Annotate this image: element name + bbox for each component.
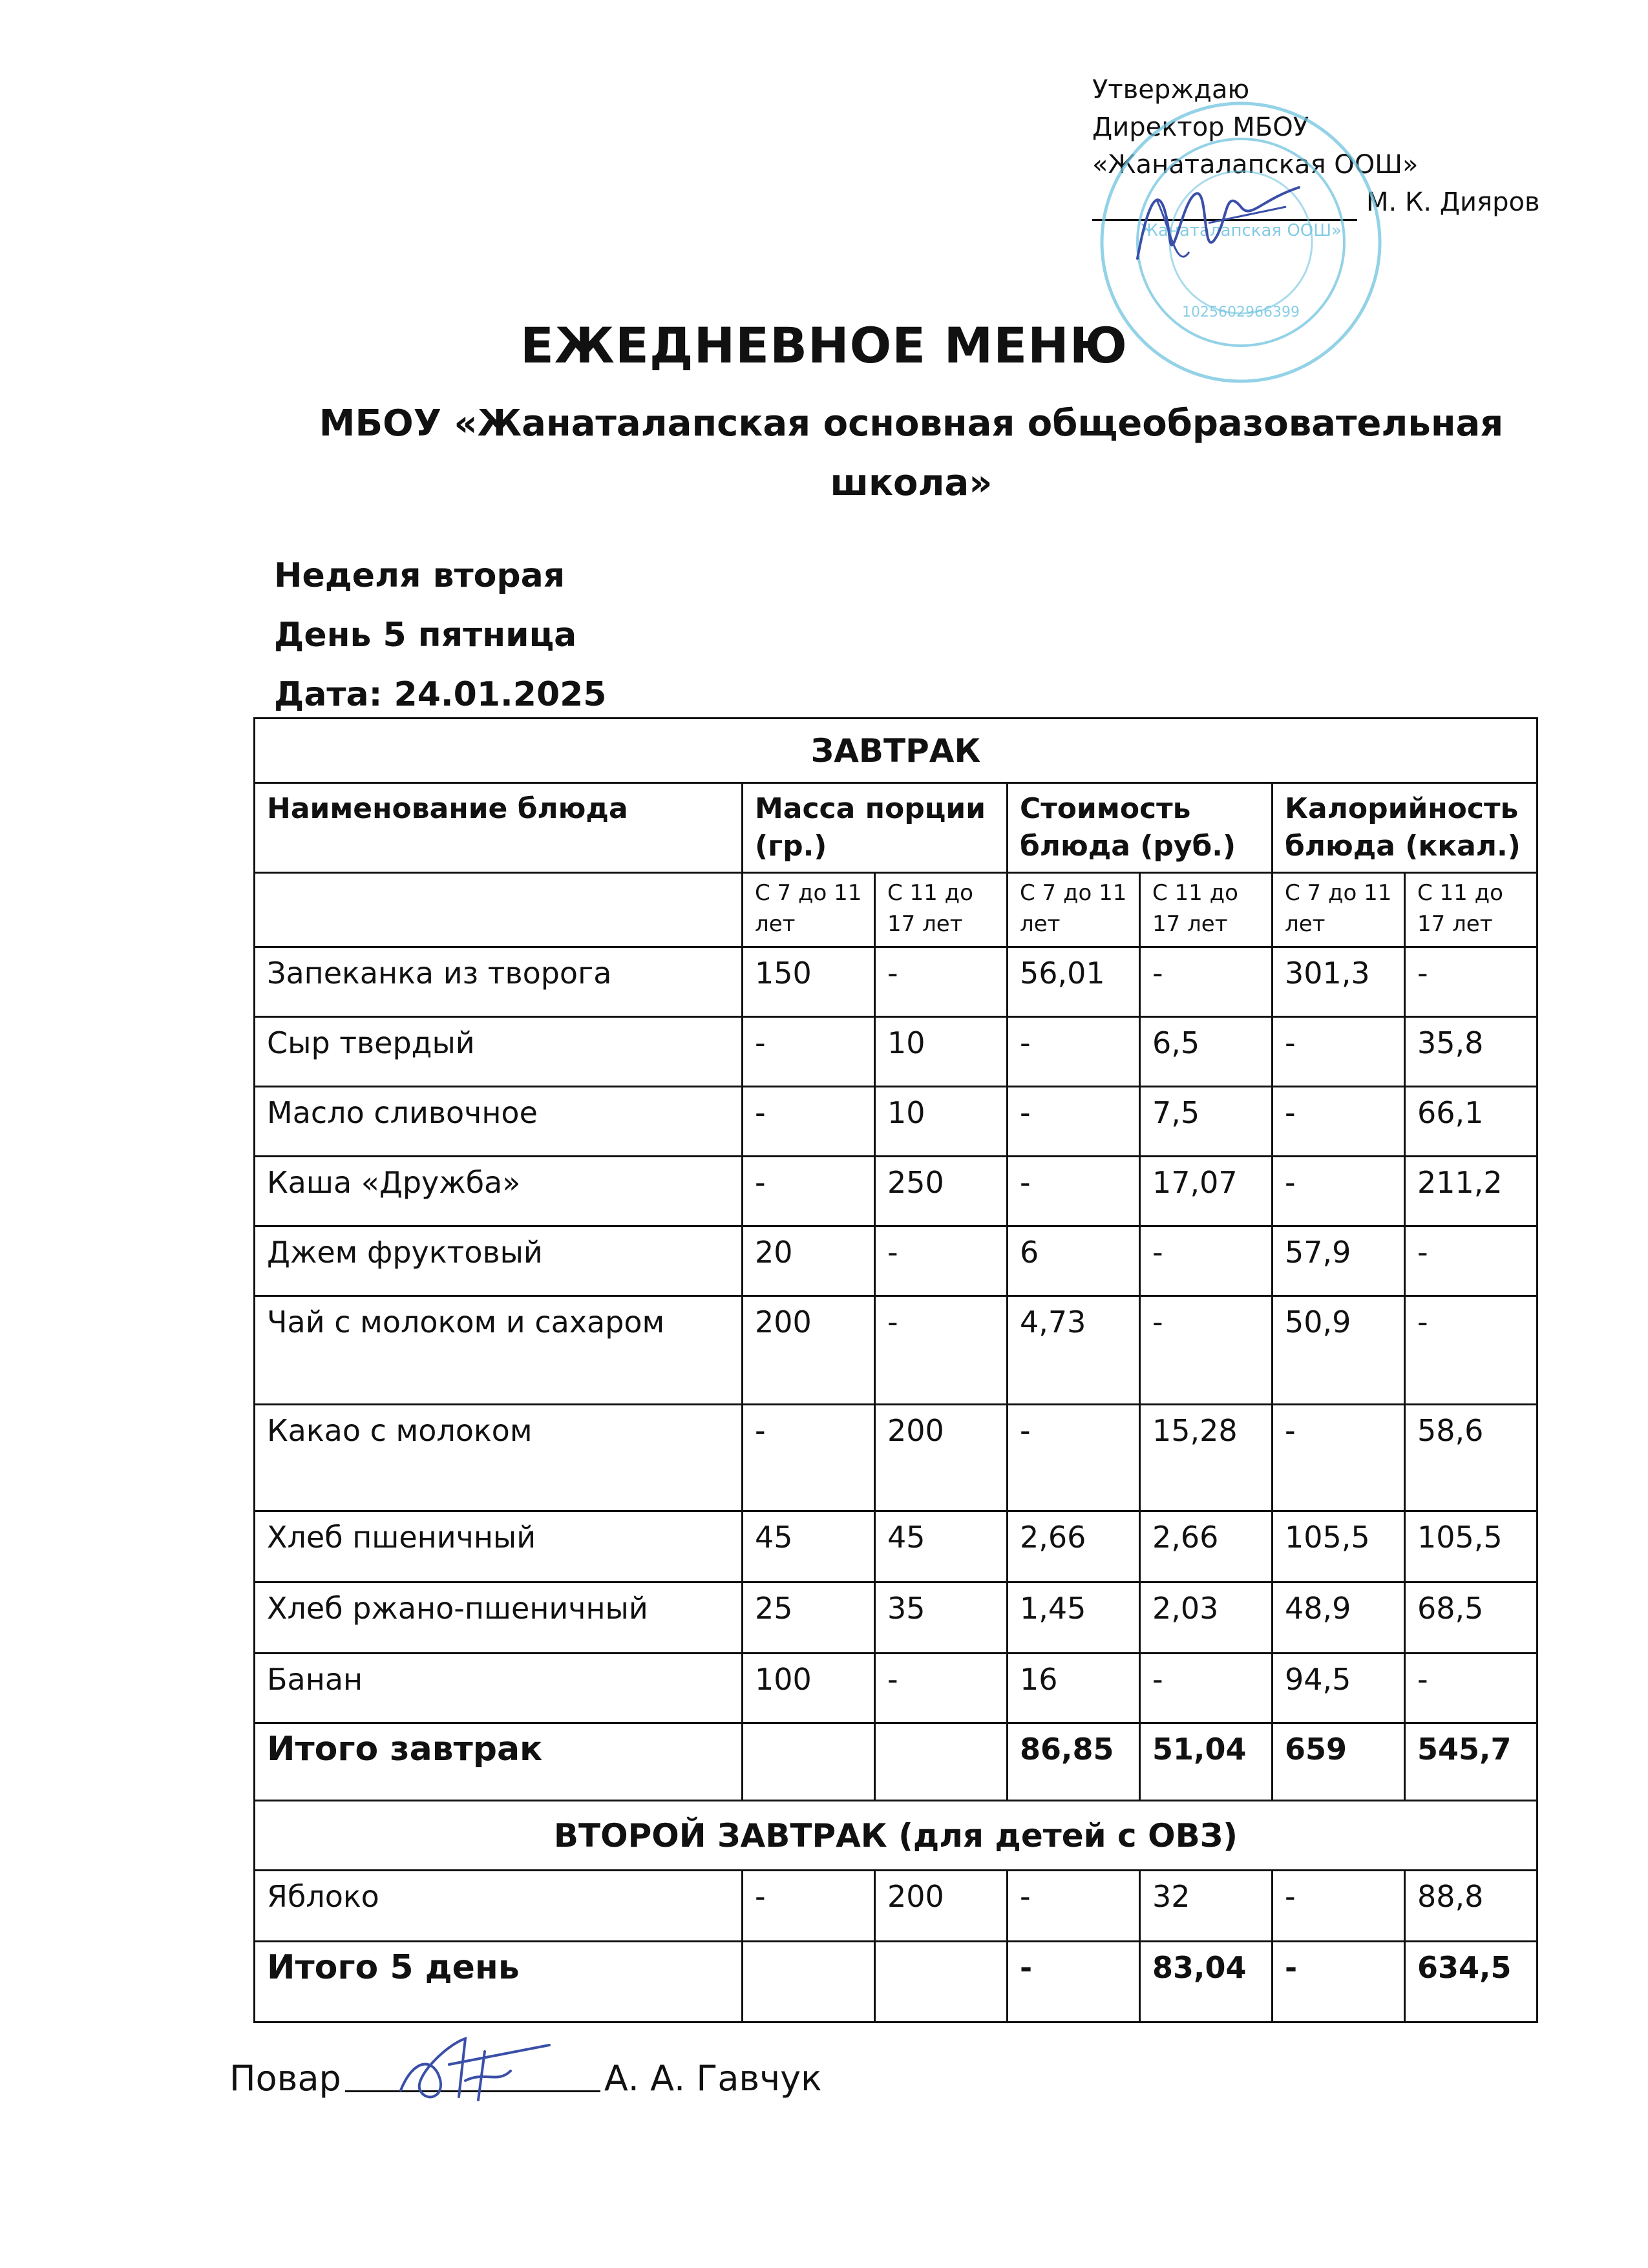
- director-signature-icon: [1112, 162, 1305, 284]
- section-breakfast: ЗАВТРАК: [255, 719, 1537, 783]
- table-row: [255, 1582, 1537, 1654]
- table-row: [255, 947, 1537, 1017]
- cell-cost-b: 32: [1140, 1871, 1273, 1942]
- dish-name: Яблоко: [255, 1871, 743, 1942]
- cell-cost-b: -: [1140, 947, 1273, 1017]
- day-label: День 5 пятница: [274, 616, 577, 655]
- dish-name: Джем фруктовый: [255, 1226, 743, 1296]
- cell-cost-b: 2,03: [1140, 1582, 1273, 1654]
- stamp-text: Жанаталапская ООШ»: [1140, 221, 1342, 240]
- table-row: [255, 1087, 1537, 1157]
- cell-cost-a: -: [1008, 1405, 1140, 1511]
- cell-cal-b: 35,8: [1405, 1017, 1537, 1087]
- cell-cal-b: -: [1405, 1296, 1537, 1405]
- header-name: Наименование блюда: [255, 783, 743, 873]
- table-row: [255, 1017, 1537, 1087]
- cell-cost-b: -: [1140, 1296, 1273, 1405]
- cell-mass-a: -: [743, 1017, 875, 1087]
- cell-mass-b: -: [875, 1296, 1008, 1405]
- table-row: [255, 1296, 1537, 1405]
- cell-cal-a: 48,9: [1273, 1582, 1405, 1654]
- subheader-cost-a: С 7 до 11 лет: [1008, 873, 1140, 947]
- subheader-cal-a: С 7 до 11 лет: [1273, 873, 1405, 947]
- section-row-breakfast: [255, 719, 1537, 783]
- subheader-row: [255, 873, 1537, 947]
- cell-cal-a: -: [1273, 1017, 1405, 1087]
- dish-name: Какао с молоком: [255, 1405, 743, 1511]
- total-day-row: [255, 1942, 1537, 2022]
- cell-mass-b: 10: [875, 1017, 1008, 1087]
- dish-name: Банан: [255, 1654, 743, 1723]
- director-name: М. К. Дияров: [1366, 187, 1540, 217]
- subheader-mass-a: С 7 до 11 лет: [743, 873, 875, 947]
- dish-name: Масло сливочное: [255, 1087, 743, 1157]
- cell-cal-b: 88,8: [1405, 1871, 1537, 1942]
- approval-line-2: Директор МБОУ: [1092, 112, 1309, 142]
- cell-cal-b: 68,5: [1405, 1582, 1537, 1654]
- header-cal: Калорийность блюда (ккал.): [1273, 783, 1537, 873]
- date-label: Дата: 24.01.2025: [274, 675, 607, 714]
- cell-mass-b: -: [875, 1226, 1008, 1296]
- cell-mass-a: -: [743, 1871, 875, 1942]
- cell-cal-b: 66,1: [1405, 1087, 1537, 1157]
- cell-mass-b: 250: [875, 1157, 1008, 1226]
- cell-cal-a: -: [1273, 1157, 1405, 1226]
- document-subtitle: МБОУ «Жанаталапская основная общеобразовательная школа»: [319, 403, 1504, 504]
- cell-mass-a: -: [743, 1157, 875, 1226]
- dish-name: Сыр твердый: [255, 1017, 743, 1087]
- table-row: [255, 1405, 1537, 1511]
- cell-cost-a: 56,01: [1008, 947, 1140, 1017]
- subheader-empty: [255, 873, 743, 947]
- cell-cost-b: 2,66: [1140, 1511, 1273, 1582]
- approval-line-1: Утверждаю: [1092, 75, 1250, 105]
- cell-cal-a: 57,9: [1273, 1226, 1405, 1296]
- cell-cost-a: -: [1008, 1157, 1140, 1226]
- table-row: [255, 1654, 1537, 1723]
- total-breakfast-row: [255, 1723, 1537, 1801]
- cell-cost-a: 1,45: [1008, 1582, 1140, 1654]
- cell-cal-a: 659: [1273, 1723, 1405, 1801]
- table-row: [255, 1226, 1537, 1296]
- cell-cal-a: 301,3: [1273, 947, 1405, 1017]
- subheader-cost-b: С 11 до 17 лет: [1140, 873, 1273, 947]
- cell-cost-b: 83,04: [1140, 1942, 1273, 2022]
- section-second-breakfast: ВТОРОЙ ЗАВТРАК (для детей с ОВЗ): [255, 1801, 1537, 1871]
- cell-cost-b: 17,07: [1140, 1157, 1273, 1226]
- cell-cost-b: -: [1140, 1226, 1273, 1296]
- cell-cal-b: 634,5: [1405, 1942, 1537, 2022]
- cell-cost-a: -: [1008, 1087, 1140, 1157]
- subheader-cal-b: С 11 до 17 лет: [1405, 873, 1537, 947]
- table-row: [255, 1871, 1537, 1942]
- cell-cal-a: -: [1273, 1087, 1405, 1157]
- dish-name: Итого завтрак: [255, 1723, 743, 1801]
- cell-mass-b: 200: [875, 1871, 1008, 1942]
- cell-cost-a: -: [1008, 1942, 1140, 2022]
- cell-cal-b: -: [1405, 947, 1537, 1017]
- cell-cost-b: 6,5: [1140, 1017, 1273, 1087]
- dish-name: Запеканка из творога: [255, 947, 743, 1017]
- dish-name: Чай с молоком и сахаром: [255, 1296, 743, 1405]
- cell-mass-b: 45: [875, 1511, 1008, 1582]
- cell-mass-b: 35: [875, 1582, 1008, 1654]
- cell-mass-b: -: [875, 1654, 1008, 1723]
- cell-cal-b: 58,6: [1405, 1405, 1537, 1511]
- cell-cost-a: 2,66: [1008, 1511, 1140, 1582]
- cell-cal-a: 50,9: [1273, 1296, 1405, 1405]
- cell-cal-a: -: [1273, 1405, 1405, 1511]
- cell-cost-b: 15,28: [1140, 1405, 1273, 1511]
- dish-name: Итого 5 день: [255, 1942, 743, 2022]
- stamp-number: 1025602966399: [1182, 304, 1300, 320]
- cell-mass-a: [743, 1723, 875, 1801]
- menu-table: [253, 717, 1538, 2023]
- approval-line-3: «Жанаталапская ООШ»: [1092, 150, 1419, 180]
- cell-mass-a: -: [743, 1087, 875, 1157]
- cell-mass-a: 100: [743, 1654, 875, 1723]
- table-row: [255, 1157, 1537, 1226]
- cook-name: А. А. Гавчук: [604, 2058, 822, 2099]
- cell-mass-b: 200: [875, 1405, 1008, 1511]
- cell-mass-a: 45: [743, 1511, 875, 1582]
- cell-cost-a: -: [1008, 1017, 1140, 1087]
- cell-cal-a: -: [1273, 1871, 1405, 1942]
- cell-mass-b: 10: [875, 1087, 1008, 1157]
- dish-name: Хлеб ржано-пшеничный: [255, 1582, 743, 1654]
- cell-cost-b: 7,5: [1140, 1087, 1273, 1157]
- cell-cal-b: -: [1405, 1226, 1537, 1296]
- subheader-mass-b: С 11 до 17 лет: [875, 873, 1008, 947]
- cell-mass-a: 150: [743, 947, 875, 1017]
- cell-mass-a: 200: [743, 1296, 875, 1405]
- cell-mass-a: 20: [743, 1226, 875, 1296]
- cell-cost-a: 4,73: [1008, 1296, 1140, 1405]
- cell-cost-b: -: [1140, 1654, 1273, 1723]
- cell-mass-a: -: [743, 1405, 875, 1511]
- cell-cal-a: 105,5: [1273, 1511, 1405, 1582]
- cell-cal-b: 545,7: [1405, 1723, 1537, 1801]
- header-mass: Масса порции (гр.): [743, 783, 1008, 873]
- cell-mass-b: -: [875, 947, 1008, 1017]
- header-cost: Стоимость блюда (руб.): [1008, 783, 1273, 873]
- cell-cal-b: -: [1405, 1654, 1537, 1723]
- table-row: [255, 1511, 1537, 1582]
- cell-cal-a: 94,5: [1273, 1654, 1405, 1723]
- cell-mass-a: [743, 1942, 875, 2022]
- cell-cal-a: -: [1273, 1942, 1405, 2022]
- section-row-second-breakfast: [255, 1801, 1537, 1871]
- cell-cost-a: 86,85: [1008, 1723, 1140, 1801]
- dish-name: Хлеб пшеничный: [255, 1511, 743, 1582]
- dish-name: Каша «Дружба»: [255, 1157, 743, 1226]
- cell-cal-b: 105,5: [1405, 1511, 1537, 1582]
- header-row: [255, 783, 1537, 873]
- document-title: ЕЖЕДНЕВНОЕ МЕНЮ: [520, 317, 1128, 374]
- week-label: Неделя вторая: [274, 556, 565, 595]
- cook-label: Повар: [229, 2058, 341, 2099]
- cell-cost-a: 6: [1008, 1226, 1140, 1296]
- cell-mass-b: [875, 1723, 1008, 1801]
- cell-cost-a: -: [1008, 1871, 1140, 1942]
- cell-mass-b: [875, 1942, 1008, 2022]
- cell-cost-a: 16: [1008, 1654, 1140, 1723]
- menu-meta: [274, 546, 607, 724]
- cook-signature-icon: [388, 2019, 556, 2116]
- cell-cost-b: 51,04: [1140, 1723, 1273, 1801]
- cell-mass-a: 25: [743, 1582, 875, 1654]
- cell-cal-b: 211,2: [1405, 1157, 1537, 1226]
